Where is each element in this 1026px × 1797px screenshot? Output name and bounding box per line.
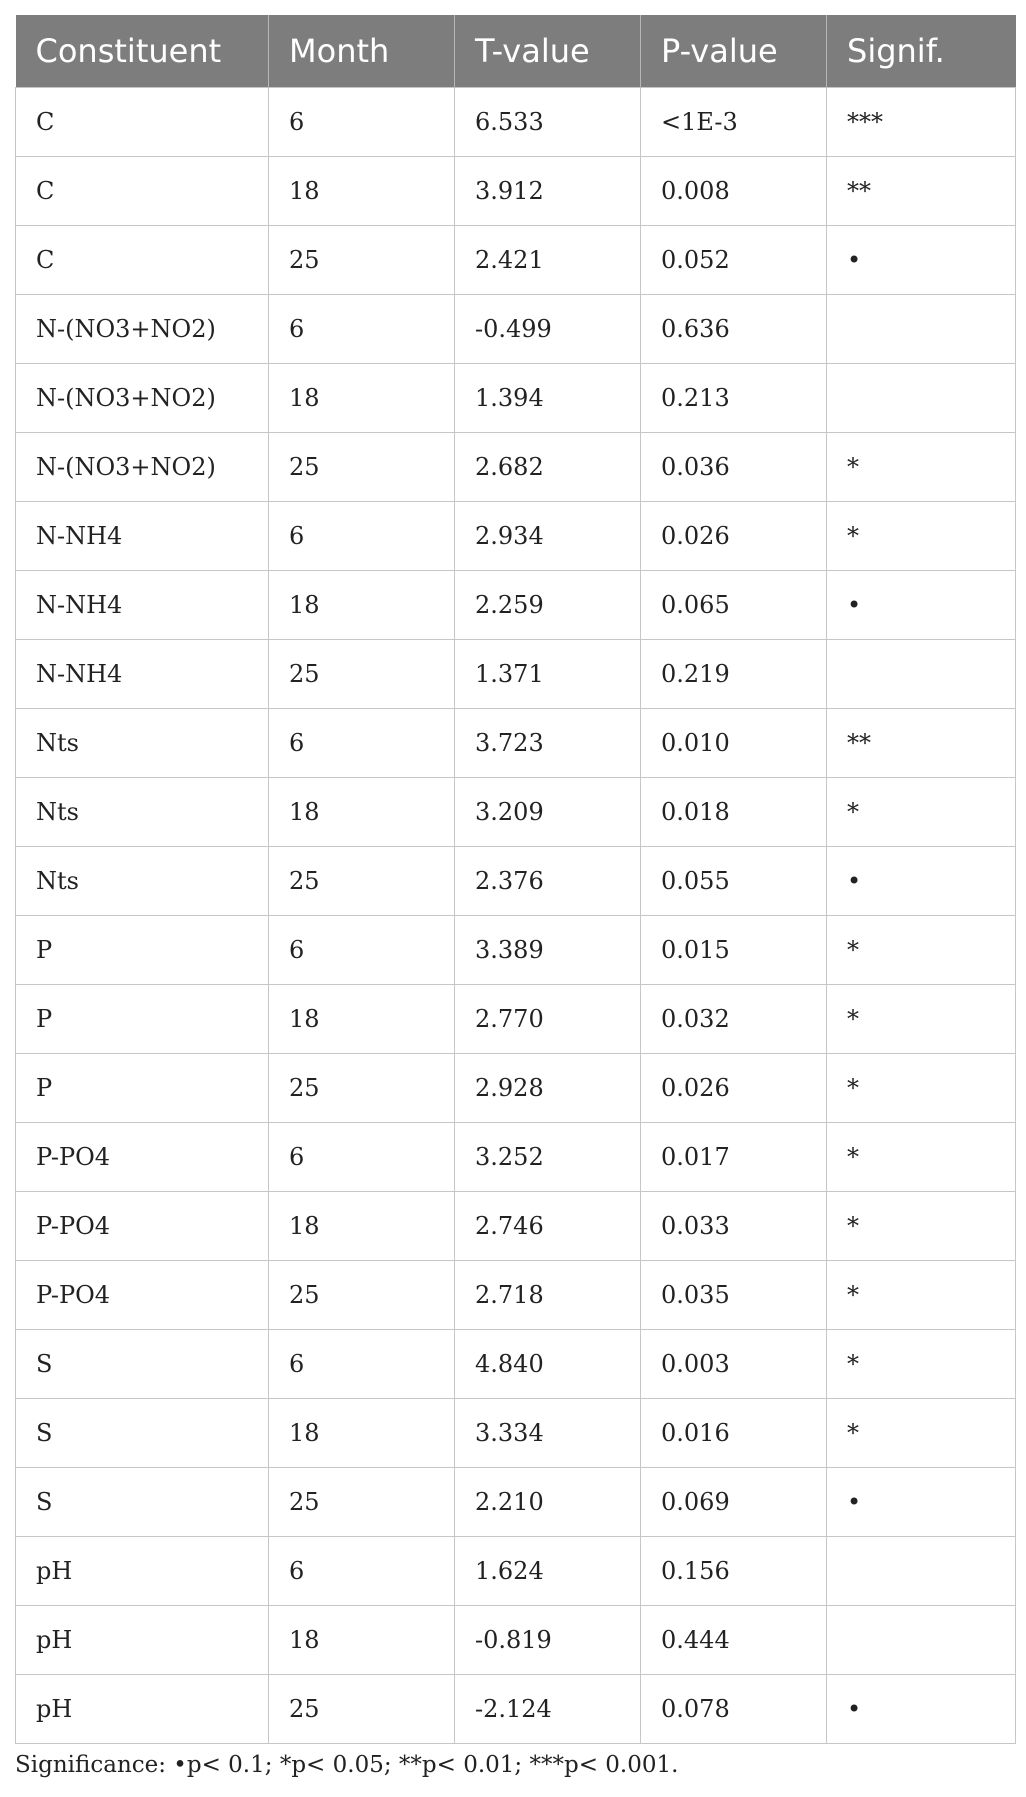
cell-month: 18 [269, 984, 455, 1053]
cell-month: 25 [269, 1260, 455, 1329]
cell-constituent: Nts [16, 846, 269, 915]
cell-month: 6 [269, 1536, 455, 1605]
table-row [16, 1674, 1016, 1743]
table-row [16, 156, 1016, 225]
cell-p-value: 0.035 [641, 1260, 827, 1329]
cell-month: 18 [269, 363, 455, 432]
cell-t-value: 2.421 [455, 225, 641, 294]
table-row [16, 846, 1016, 915]
cell-month: 18 [269, 1398, 455, 1467]
cell-t-value: 2.718 [455, 1260, 641, 1329]
cell-p-value: 0.026 [641, 501, 827, 570]
cell-p-value: 0.156 [641, 1536, 827, 1605]
cell-p-value: 0.078 [641, 1674, 827, 1743]
cell-signif: * [827, 984, 1016, 1053]
cell-t-value: 6.533 [455, 87, 641, 156]
cell-p-value: 0.636 [641, 294, 827, 363]
table-row [16, 708, 1016, 777]
cell-p-value: 0.033 [641, 1191, 827, 1260]
cell-month: 18 [269, 1605, 455, 1674]
cell-constituent: N-NH4 [16, 639, 269, 708]
header-signif: Signif. [827, 15, 1016, 87]
table-row [16, 1191, 1016, 1260]
table-row [16, 984, 1016, 1053]
table-row [16, 363, 1016, 432]
cell-t-value: 2.770 [455, 984, 641, 1053]
cell-signif [827, 363, 1016, 432]
cell-t-value: -2.124 [455, 1674, 641, 1743]
cell-signif: • [827, 570, 1016, 639]
cell-constituent: P-PO4 [16, 1122, 269, 1191]
cell-t-value: 3.912 [455, 156, 641, 225]
cell-t-value: 2.746 [455, 1191, 641, 1260]
cell-p-value: 0.065 [641, 570, 827, 639]
cell-p-value: 0.219 [641, 639, 827, 708]
cell-t-value: -0.819 [455, 1605, 641, 1674]
cell-p-value: 0.055 [641, 846, 827, 915]
cell-constituent: S [16, 1398, 269, 1467]
table-body [16, 87, 1016, 1743]
cell-t-value: 2.934 [455, 501, 641, 570]
table-row [16, 639, 1016, 708]
header-row [16, 15, 1016, 87]
cell-constituent: P [16, 984, 269, 1053]
cell-p-value: 0.010 [641, 708, 827, 777]
results-table [15, 15, 1016, 1744]
cell-month: 25 [269, 1674, 455, 1743]
table-row [16, 1329, 1016, 1398]
table-row [16, 432, 1016, 501]
cell-constituent: Nts [16, 708, 269, 777]
table-row [16, 1467, 1016, 1536]
cell-p-value: 0.069 [641, 1467, 827, 1536]
cell-month: 25 [269, 432, 455, 501]
cell-t-value: 3.209 [455, 777, 641, 846]
cell-constituent: N-NH4 [16, 570, 269, 639]
cell-month: 18 [269, 570, 455, 639]
significance-footnote: Significance: •p< 0.1; *p< 0.05; **p< 0.01; ***p< 0.001. [15, 1752, 679, 1778]
cell-constituent: S [16, 1329, 269, 1398]
table-row [16, 1122, 1016, 1191]
cell-month: 6 [269, 87, 455, 156]
cell-constituent: P-PO4 [16, 1191, 269, 1260]
cell-month: 25 [269, 1467, 455, 1536]
cell-p-value: 0.015 [641, 915, 827, 984]
cell-p-value: 0.026 [641, 1053, 827, 1122]
cell-p-value: 0.444 [641, 1605, 827, 1674]
cell-signif: * [827, 777, 1016, 846]
cell-signif: * [827, 432, 1016, 501]
cell-p-value: 0.032 [641, 984, 827, 1053]
cell-month: 25 [269, 846, 455, 915]
table-row [16, 777, 1016, 846]
cell-month: 6 [269, 294, 455, 363]
cell-month: 18 [269, 156, 455, 225]
cell-t-value: 1.371 [455, 639, 641, 708]
cell-month: 6 [269, 708, 455, 777]
cell-signif: * [827, 915, 1016, 984]
table-row [16, 294, 1016, 363]
cell-signif: *** [827, 87, 1016, 156]
header-t-value: T-value [455, 15, 641, 87]
cell-t-value: -0.499 [455, 294, 641, 363]
cell-signif: * [827, 1398, 1016, 1467]
cell-constituent: P-PO4 [16, 1260, 269, 1329]
cell-signif [827, 639, 1016, 708]
table-row [16, 915, 1016, 984]
cell-month: 18 [269, 1191, 455, 1260]
cell-constituent: N-NH4 [16, 501, 269, 570]
cell-constituent: P [16, 1053, 269, 1122]
cell-t-value: 2.259 [455, 570, 641, 639]
table-row [16, 1053, 1016, 1122]
table-row [16, 1398, 1016, 1467]
cell-signif: ** [827, 708, 1016, 777]
cell-signif [827, 1605, 1016, 1674]
cell-t-value: 1.624 [455, 1536, 641, 1605]
cell-p-value: 0.003 [641, 1329, 827, 1398]
cell-month: 18 [269, 777, 455, 846]
cell-constituent: pH [16, 1674, 269, 1743]
cell-signif [827, 1536, 1016, 1605]
cell-constituent: N-(NO3+NO2) [16, 363, 269, 432]
cell-t-value: 3.252 [455, 1122, 641, 1191]
cell-signif: • [827, 1674, 1016, 1743]
table-row [16, 570, 1016, 639]
header-month: Month [269, 15, 455, 87]
table-row [16, 501, 1016, 570]
cell-month: 6 [269, 1329, 455, 1398]
cell-p-value: 0.213 [641, 363, 827, 432]
cell-signif: • [827, 846, 1016, 915]
cell-signif: * [827, 1329, 1016, 1398]
cell-p-value: 0.017 [641, 1122, 827, 1191]
cell-p-value: <1E-3 [641, 87, 827, 156]
cell-t-value: 2.682 [455, 432, 641, 501]
results-table-container [15, 15, 1015, 1744]
table-row [16, 1260, 1016, 1329]
table-row [16, 225, 1016, 294]
table-row [16, 1536, 1016, 1605]
cell-constituent: C [16, 225, 269, 294]
table-row [16, 1605, 1016, 1674]
cell-t-value: 4.840 [455, 1329, 641, 1398]
cell-constituent: N-(NO3+NO2) [16, 432, 269, 501]
cell-signif: * [827, 1122, 1016, 1191]
cell-t-value: 2.210 [455, 1467, 641, 1536]
header-p-value: P-value [641, 15, 827, 87]
cell-signif: ** [827, 156, 1016, 225]
cell-t-value: 3.334 [455, 1398, 641, 1467]
table-header [16, 15, 1016, 87]
cell-p-value: 0.036 [641, 432, 827, 501]
cell-p-value: 0.016 [641, 1398, 827, 1467]
cell-p-value: 0.018 [641, 777, 827, 846]
cell-constituent: P [16, 915, 269, 984]
cell-signif: * [827, 501, 1016, 570]
cell-constituent: pH [16, 1605, 269, 1674]
cell-signif: * [827, 1260, 1016, 1329]
cell-constituent: C [16, 156, 269, 225]
table-row [16, 87, 1016, 156]
cell-month: 25 [269, 225, 455, 294]
cell-t-value: 1.394 [455, 363, 641, 432]
cell-constituent: C [16, 87, 269, 156]
cell-t-value: 2.376 [455, 846, 641, 915]
cell-month: 25 [269, 639, 455, 708]
header-constituent: Constituent [16, 15, 269, 87]
cell-constituent: S [16, 1467, 269, 1536]
cell-constituent: Nts [16, 777, 269, 846]
cell-t-value: 2.928 [455, 1053, 641, 1122]
cell-month: 25 [269, 1053, 455, 1122]
cell-signif: • [827, 225, 1016, 294]
cell-constituent: pH [16, 1536, 269, 1605]
cell-signif [827, 294, 1016, 363]
cell-signif: * [827, 1191, 1016, 1260]
cell-p-value: 0.008 [641, 156, 827, 225]
cell-t-value: 3.389 [455, 915, 641, 984]
cell-month: 6 [269, 1122, 455, 1191]
cell-month: 6 [269, 501, 455, 570]
cell-signif: • [827, 1467, 1016, 1536]
cell-month: 6 [269, 915, 455, 984]
cell-signif: * [827, 1053, 1016, 1122]
cell-p-value: 0.052 [641, 225, 827, 294]
cell-constituent: N-(NO3+NO2) [16, 294, 269, 363]
cell-t-value: 3.723 [455, 708, 641, 777]
